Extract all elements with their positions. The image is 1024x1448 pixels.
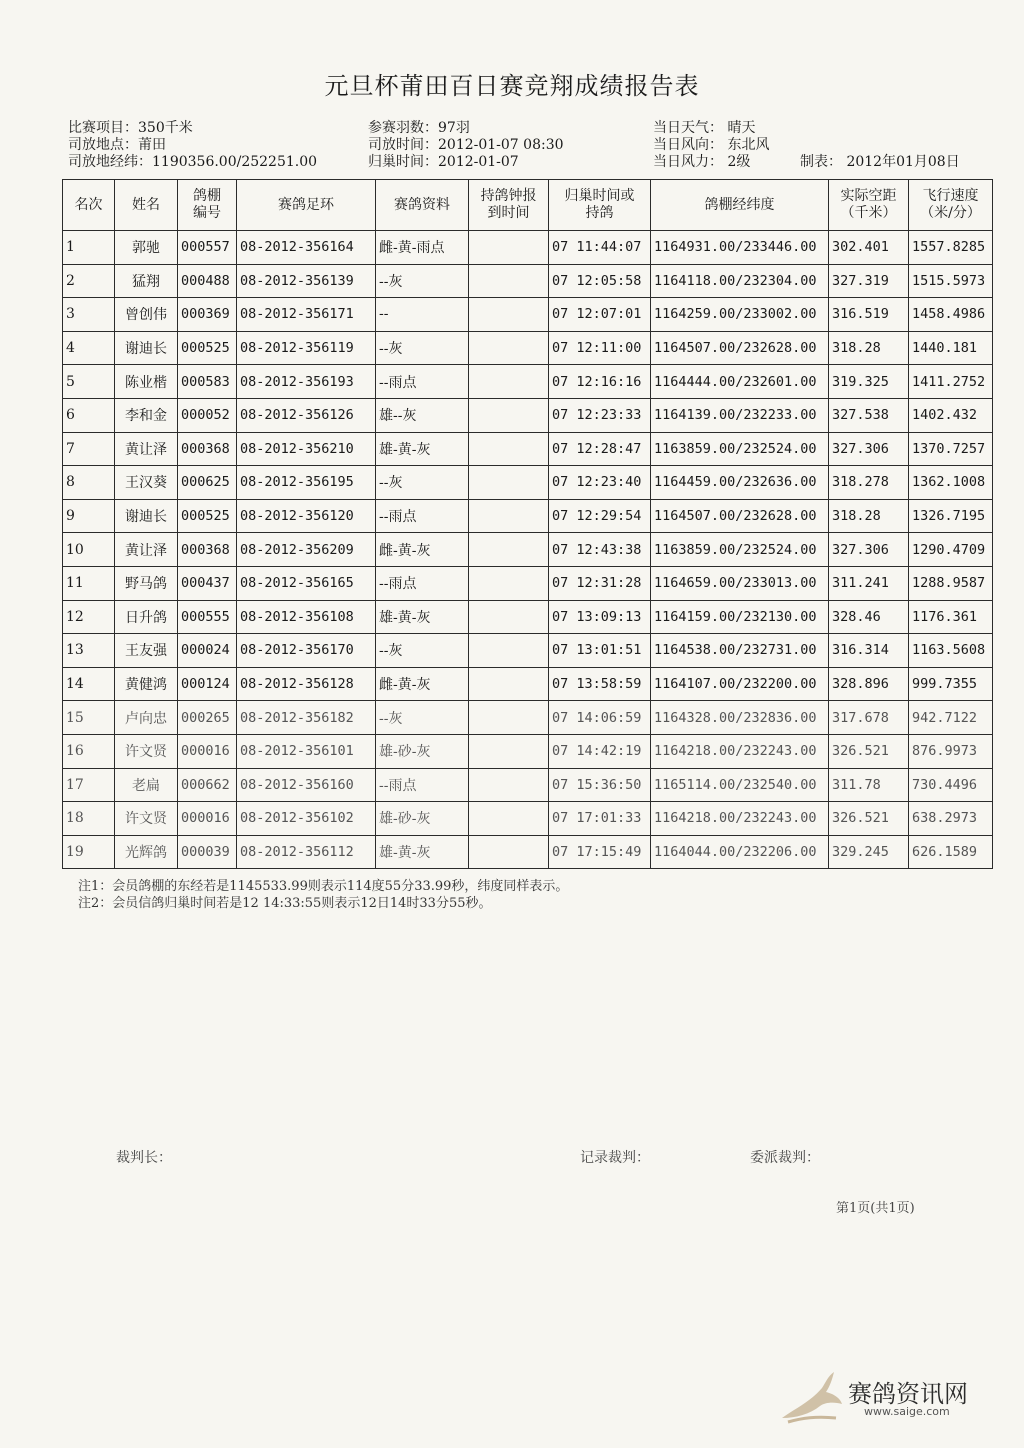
table-row <box>63 667 993 701</box>
cell-loft: 000124 <box>178 667 237 701</box>
info-wind-force: 当日风力： 2级 <box>653 154 751 170</box>
cell-clock <box>469 734 549 768</box>
cell-clock <box>469 667 549 701</box>
cell-name: 光辉鸽 <box>115 835 178 869</box>
cell-ring: 08-2012-356160 <box>237 768 376 802</box>
cell-loft: 000525 <box>178 499 237 533</box>
table-row <box>63 466 993 500</box>
cell-ring: 08-2012-356195 <box>237 466 376 500</box>
cell-rank: 10 <box>63 533 115 567</box>
cell-coords: 1164507.00/232628.00 <box>651 499 829 533</box>
cell-coords: 1164507.00/232628.00 <box>651 331 829 365</box>
page-number: 第1页(共1页) <box>836 1201 915 1216</box>
cell-info: 雌-黄-灰 <box>376 533 469 567</box>
cell-clock <box>469 634 549 668</box>
table-row <box>63 701 993 735</box>
header-info: 赛鸽资料 <box>376 180 469 231</box>
cell-name: 许文贤 <box>115 802 178 836</box>
cell-ring: 08-2012-356120 <box>237 499 376 533</box>
cell-distance: 316.314 <box>829 634 909 668</box>
cell-name: 王友强 <box>115 634 178 668</box>
cell-arrival: 07 13:09:13 <box>549 600 651 634</box>
cell-speed: 730.4496 <box>909 768 993 802</box>
cell-info: 雌-黄-雨点 <box>376 231 469 265</box>
cell-info: 雄-黄-灰 <box>376 835 469 869</box>
cell-coords: 1164044.00/232206.00 <box>651 835 829 869</box>
cell-name: 郭驰 <box>115 231 178 265</box>
cell-speed: 626.1589 <box>909 835 993 869</box>
cell-loft: 000525 <box>178 331 237 365</box>
cell-arrival: 07 12:07:01 <box>549 298 651 332</box>
cell-distance: 319.325 <box>829 365 909 399</box>
cell-name: 曾创伟 <box>115 298 178 332</box>
cell-loft: 000583 <box>178 365 237 399</box>
cell-clock <box>469 533 549 567</box>
cell-coords: 1163859.00/232524.00 <box>651 432 829 466</box>
cell-arrival: 07 12:28:47 <box>549 432 651 466</box>
cell-loft: 000265 <box>178 701 237 735</box>
cell-rank: 13 <box>63 634 115 668</box>
cell-info: 雄-砂-灰 <box>376 734 469 768</box>
cell-coords: 1164538.00/232731.00 <box>651 634 829 668</box>
cell-ring: 08-2012-356112 <box>237 835 376 869</box>
cell-speed: 1290.4709 <box>909 533 993 567</box>
cell-ring: 08-2012-356171 <box>237 298 376 332</box>
results-body <box>63 231 993 869</box>
signature-recorder: 记录裁判： <box>580 1150 650 1166</box>
cell-speed: 942.7122 <box>909 701 993 735</box>
cell-speed: 1370.7257 <box>909 432 993 466</box>
header-arrival: 归巢时间或持鸽 <box>549 180 651 231</box>
cell-ring: 08-2012-356101 <box>237 734 376 768</box>
cell-loft: 000039 <box>178 835 237 869</box>
cell-clock <box>469 331 549 365</box>
cell-info: --灰 <box>376 634 469 668</box>
table-row <box>63 533 993 567</box>
cell-loft: 000557 <box>178 231 237 265</box>
header-loft-coords: 鸽棚经纬度 <box>651 180 829 231</box>
watermark-name: 赛鸽资讯网 <box>848 1380 968 1408</box>
cell-info: --雨点 <box>376 566 469 600</box>
signature-delegate: 委派裁判： <box>750 1150 820 1166</box>
info-weather: 当日天气： 晴天 <box>653 120 756 136</box>
cell-clock <box>469 566 549 600</box>
cell-distance: 318.28 <box>829 499 909 533</box>
cell-loft: 000368 <box>178 533 237 567</box>
cell-distance: 327.538 <box>829 398 909 432</box>
cell-distance: 326.521 <box>829 734 909 768</box>
cell-arrival: 07 12:29:54 <box>549 499 651 533</box>
cell-info: --雨点 <box>376 499 469 533</box>
cell-clock <box>469 768 549 802</box>
cell-speed: 638.2973 <box>909 802 993 836</box>
cell-speed: 1440.181 <box>909 331 993 365</box>
cell-rank: 12 <box>63 600 115 634</box>
cell-loft: 000024 <box>178 634 237 668</box>
cell-rank: 17 <box>63 768 115 802</box>
cell-info: -- <box>376 298 469 332</box>
cell-clock <box>469 398 549 432</box>
cell-loft: 000662 <box>178 768 237 802</box>
cell-ring: 08-2012-356170 <box>237 634 376 668</box>
cell-coords: 1164218.00/232243.00 <box>651 802 829 836</box>
cell-ring: 08-2012-356165 <box>237 566 376 600</box>
cell-info: --雨点 <box>376 768 469 802</box>
cell-coords: 1164444.00/232601.00 <box>651 365 829 399</box>
table-row <box>63 499 993 533</box>
cell-info: 雄-砂-灰 <box>376 802 469 836</box>
cell-arrival: 07 17:01:33 <box>549 802 651 836</box>
cell-coords: 1164659.00/233013.00 <box>651 566 829 600</box>
cell-distance: 318.278 <box>829 466 909 500</box>
cell-info: --灰 <box>376 701 469 735</box>
cell-info: 雌-黄-灰 <box>376 667 469 701</box>
cell-name: 野马鸽 <box>115 566 178 600</box>
cell-loft: 000555 <box>178 600 237 634</box>
cell-ring: 08-2012-356182 <box>237 701 376 735</box>
report-title: 元旦杯莆田百日赛竞翔成绩报告表 <box>324 72 700 100</box>
cell-name: 王汉葵 <box>115 466 178 500</box>
cell-distance: 328.896 <box>829 667 909 701</box>
cell-info: 雄-黄-灰 <box>376 432 469 466</box>
cell-info: --灰 <box>376 264 469 298</box>
cell-coords: 1164931.00/233446.00 <box>651 231 829 265</box>
cell-name: 许文贤 <box>115 734 178 768</box>
cell-arrival: 07 17:15:49 <box>549 835 651 869</box>
cell-name: 猛翔 <box>115 264 178 298</box>
cell-name: 谢迪长 <box>115 331 178 365</box>
table-row <box>63 365 993 399</box>
header-clock: 持鸽钟报到时间 <box>469 180 549 231</box>
cell-speed: 876.9973 <box>909 734 993 768</box>
cell-info: 雄--灰 <box>376 398 469 432</box>
table-row <box>63 835 993 869</box>
cell-rank: 14 <box>63 667 115 701</box>
info-coords: 司放地经纬：1190356.00/252251.00 <box>68 154 318 170</box>
cell-coords: 1164139.00/232233.00 <box>651 398 829 432</box>
watermark-url: www.saige.com <box>864 1405 950 1418</box>
cell-rank: 5 <box>63 365 115 399</box>
cell-coords: 1164218.00/232243.00 <box>651 734 829 768</box>
cell-rank: 16 <box>63 734 115 768</box>
cell-clock <box>469 701 549 735</box>
cell-rank: 18 <box>63 802 115 836</box>
cell-arrival: 07 11:44:07 <box>549 231 651 265</box>
table-row <box>63 331 993 365</box>
cell-clock <box>469 466 549 500</box>
cell-distance: 302.401 <box>829 231 909 265</box>
cell-name: 日升鸽 <box>115 600 178 634</box>
cell-speed: 999.7355 <box>909 667 993 701</box>
cell-loft: 000016 <box>178 802 237 836</box>
cell-ring: 08-2012-356126 <box>237 398 376 432</box>
cell-rank: 1 <box>63 231 115 265</box>
cell-rank: 3 <box>63 298 115 332</box>
cell-arrival: 07 12:05:58 <box>549 264 651 298</box>
cell-name: 老扁 <box>115 768 178 802</box>
cell-ring: 08-2012-356210 <box>237 432 376 466</box>
cell-distance: 327.306 <box>829 533 909 567</box>
info-release-time: 司放时间：2012-01-07 08:30 <box>368 137 564 153</box>
cell-name: 黄让泽 <box>115 432 178 466</box>
cell-arrival: 07 14:42:19 <box>549 734 651 768</box>
cell-clock <box>469 802 549 836</box>
info-wind-direction: 当日风向： 东北风 <box>653 137 770 153</box>
cell-distance: 327.306 <box>829 432 909 466</box>
cell-info: 雄-黄-灰 <box>376 600 469 634</box>
cell-distance: 318.28 <box>829 331 909 365</box>
cell-clock <box>469 432 549 466</box>
cell-clock <box>469 298 549 332</box>
cell-name: 卢向忠 <box>115 701 178 735</box>
cell-speed: 1515.5973 <box>909 264 993 298</box>
header-rank: 名次 <box>63 180 115 231</box>
cell-arrival: 07 12:23:40 <box>549 466 651 500</box>
table-row <box>63 566 993 600</box>
table-row <box>63 398 993 432</box>
cell-speed: 1288.9587 <box>909 566 993 600</box>
pigeon-logo-icon <box>776 1368 846 1426</box>
cell-speed: 1402.432 <box>909 398 993 432</box>
cell-distance: 317.678 <box>829 701 909 735</box>
cell-name: 谢迪长 <box>115 499 178 533</box>
cell-speed: 1362.1008 <box>909 466 993 500</box>
cell-arrival: 07 12:11:00 <box>549 331 651 365</box>
cell-ring: 08-2012-356193 <box>237 365 376 399</box>
header-speed: 飞行速度（米/分） <box>909 180 993 231</box>
signature-chief: 裁判长： <box>116 1150 172 1166</box>
cell-distance: 328.46 <box>829 600 909 634</box>
cell-info: --灰 <box>376 331 469 365</box>
cell-clock <box>469 600 549 634</box>
cell-coords: 1164328.00/232836.00 <box>651 701 829 735</box>
cell-distance: 329.245 <box>829 835 909 869</box>
cell-ring: 08-2012-356128 <box>237 667 376 701</box>
cell-ring: 08-2012-356139 <box>237 264 376 298</box>
cell-arrival: 07 13:58:59 <box>549 667 651 701</box>
info-project: 比赛项目：350千米 <box>68 120 193 136</box>
table-row <box>63 634 993 668</box>
cell-coords: 1164259.00/233002.00 <box>651 298 829 332</box>
cell-coords: 1164459.00/232636.00 <box>651 466 829 500</box>
cell-distance: 327.319 <box>829 264 909 298</box>
cell-rank: 15 <box>63 701 115 735</box>
cell-info: --灰 <box>376 466 469 500</box>
cell-coords: 1164159.00/232130.00 <box>651 600 829 634</box>
table-header-row <box>63 180 993 231</box>
cell-speed: 1557.8285 <box>909 231 993 265</box>
table-row <box>63 768 993 802</box>
cell-loft: 000052 <box>178 398 237 432</box>
table-row <box>63 802 993 836</box>
cell-name: 陈业楷 <box>115 365 178 399</box>
cell-ring: 08-2012-356164 <box>237 231 376 265</box>
cell-distance: 316.519 <box>829 298 909 332</box>
cell-name: 李和金 <box>115 398 178 432</box>
cell-rank: 7 <box>63 432 115 466</box>
cell-clock <box>469 264 549 298</box>
table-row <box>63 264 993 298</box>
header-distance: 实际空距（千米） <box>829 180 909 231</box>
info-return-time: 归巢时间：2012-01-07 <box>368 154 519 170</box>
header-name: 姓名 <box>115 180 178 231</box>
cell-arrival: 07 12:16:16 <box>549 365 651 399</box>
notes <box>78 878 568 912</box>
note-2: 注2：会员信鸽归巢时间若是12 14:33:55则表示12日14时33分55秒。 <box>78 896 492 911</box>
info-entries: 参赛羽数：97羽 <box>368 120 470 136</box>
cell-name: 黄让泽 <box>115 533 178 567</box>
cell-rank: 11 <box>63 566 115 600</box>
cell-clock <box>469 499 549 533</box>
cell-arrival: 07 15:36:50 <box>549 768 651 802</box>
cell-loft: 000488 <box>178 264 237 298</box>
cell-distance: 311.78 <box>829 768 909 802</box>
results-table <box>62 179 993 869</box>
cell-rank: 8 <box>63 466 115 500</box>
cell-clock <box>469 231 549 265</box>
cell-loft: 000016 <box>178 734 237 768</box>
cell-speed: 1458.4986 <box>909 298 993 332</box>
info-made-date: 制表： 2012年01月08日 <box>800 154 960 170</box>
cell-rank: 4 <box>63 331 115 365</box>
table-row <box>63 231 993 265</box>
table-row <box>63 600 993 634</box>
cell-name: 黄健鸿 <box>115 667 178 701</box>
cell-arrival: 07 12:31:28 <box>549 566 651 600</box>
cell-clock <box>469 365 549 399</box>
cell-ring: 08-2012-356209 <box>237 533 376 567</box>
cell-speed: 1326.7195 <box>909 499 993 533</box>
cell-rank: 2 <box>63 264 115 298</box>
watermark <box>776 1368 1006 1426</box>
cell-arrival: 07 14:06:59 <box>549 701 651 735</box>
cell-coords: 1163859.00/232524.00 <box>651 533 829 567</box>
header-loft: 鸽棚编号 <box>178 180 237 231</box>
table-row <box>63 432 993 466</box>
table-row <box>63 298 993 332</box>
cell-loft: 000368 <box>178 432 237 466</box>
cell-ring: 08-2012-356108 <box>237 600 376 634</box>
cell-rank: 19 <box>63 835 115 869</box>
cell-coords: 1164107.00/232200.00 <box>651 667 829 701</box>
cell-speed: 1163.5608 <box>909 634 993 668</box>
header-ring: 赛鸽足环 <box>237 180 376 231</box>
cell-rank: 6 <box>63 398 115 432</box>
cell-clock <box>469 835 549 869</box>
cell-loft: 000625 <box>178 466 237 500</box>
note-1: 注1：会员鸽棚的东经若是1145533.99则表示114度55分33.99秒，纬度同样表示。 <box>78 879 569 894</box>
cell-speed: 1411.2752 <box>909 365 993 399</box>
cell-rank: 9 <box>63 499 115 533</box>
cell-distance: 326.521 <box>829 802 909 836</box>
cell-distance: 311.241 <box>829 566 909 600</box>
cell-arrival: 07 12:43:38 <box>549 533 651 567</box>
cell-info: --雨点 <box>376 365 469 399</box>
info-location: 司放地点：莆田 <box>68 137 166 153</box>
cell-ring: 08-2012-356119 <box>237 331 376 365</box>
cell-loft: 000437 <box>178 566 237 600</box>
table-row <box>63 734 993 768</box>
cell-arrival: 07 12:23:33 <box>549 398 651 432</box>
cell-coords: 1165114.00/232540.00 <box>651 768 829 802</box>
cell-ring: 08-2012-356102 <box>237 802 376 836</box>
cell-speed: 1176.361 <box>909 600 993 634</box>
cell-loft: 000369 <box>178 298 237 332</box>
cell-arrival: 07 13:01:51 <box>549 634 651 668</box>
cell-coords: 1164118.00/232304.00 <box>651 264 829 298</box>
